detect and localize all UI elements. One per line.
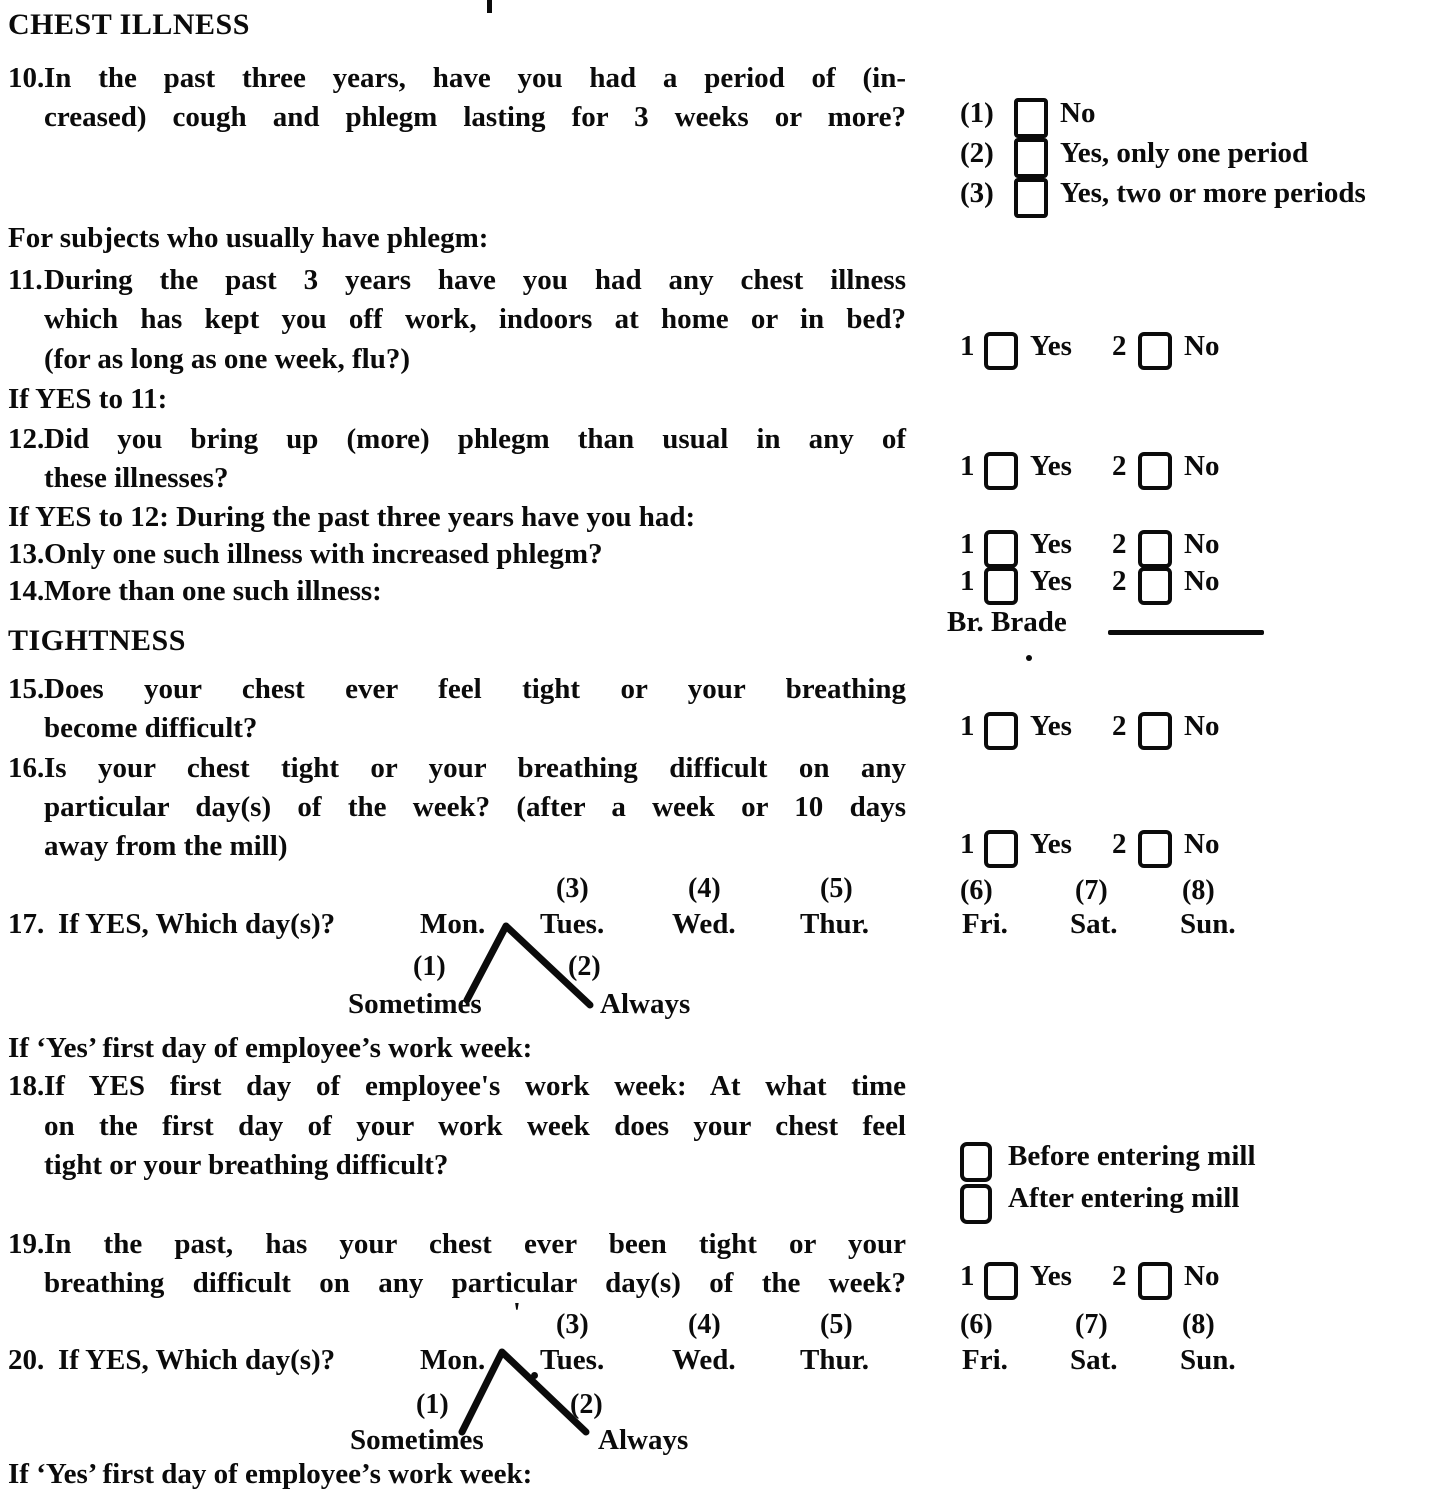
q10-option-1-code: (1) xyxy=(960,97,994,129)
q15-yes-label: Yes xyxy=(1030,710,1072,742)
q17-connector-lines xyxy=(440,900,610,1012)
q13-yes-checkbox[interactable] xyxy=(984,530,1018,568)
lead-if-yes-first-day-2: If ‘Yes’ first day of employee’s work week: xyxy=(8,1458,533,1490)
q15-no-code: 2 xyxy=(1112,710,1127,742)
q13-no-code: 2 xyxy=(1112,528,1127,560)
q17-code-sun: (8) xyxy=(1182,875,1215,906)
q19-text-line2: breathing difficult on any particular day(s) of the week? xyxy=(44,1267,906,1299)
q20-freq-code-sometimes: (1) xyxy=(416,1389,449,1420)
q15-yes-checkbox[interactable] xyxy=(984,712,1018,750)
q19-yes-code: 1 xyxy=(960,1260,975,1292)
q13-answer-row xyxy=(960,528,1252,568)
q14-yes-code: 1 xyxy=(960,565,975,597)
q19-text-line1: In the past, has your chest ever been tight or your xyxy=(44,1228,906,1260)
q16-no-code: 2 xyxy=(1112,828,1127,860)
q15-yes-code: 1 xyxy=(960,710,975,742)
section-heading-tightness: TIGHTNESS xyxy=(8,624,186,657)
q18-number: 18. xyxy=(8,1070,45,1102)
q20-day-fri[interactable]: Fri. xyxy=(962,1344,1008,1376)
q16-yes-label: Yes xyxy=(1030,828,1072,860)
q16-yes-checkbox[interactable] xyxy=(984,830,1018,868)
q11-text-line2: which has kept you off work, indoors at home or in bed? xyxy=(44,303,906,335)
q10-option-1-label: No xyxy=(1060,97,1096,129)
q17-code-sat: (7) xyxy=(1075,875,1108,906)
q16-text-line3: away from the mill) xyxy=(44,830,288,862)
q10-option-2-code: (2) xyxy=(960,137,994,169)
q18-text-line2: on the first day of your work week does your chest feel xyxy=(44,1110,906,1142)
q14-answer-row xyxy=(960,565,1252,605)
q13-text: Only one such illness with increased phlegm? xyxy=(44,538,603,570)
q20-day-sat[interactable]: Sat. xyxy=(1070,1344,1118,1376)
q18-before-mill-checkbox[interactable] xyxy=(960,1142,992,1182)
q15-text-line2: become difficult? xyxy=(44,712,258,744)
br-grade-blank-line[interactable] xyxy=(1108,630,1264,635)
q12-yes-code: 1 xyxy=(960,450,975,482)
q17-label: If YES, Which day(s)? xyxy=(58,908,336,940)
q18-after-mill-checkbox[interactable] xyxy=(960,1184,992,1224)
q18-text-line1: If YES first day of employee's work week: At what time xyxy=(44,1070,906,1102)
q20-freq-sometimes[interactable]: Sometimes xyxy=(350,1424,484,1456)
q15-text-line1: Does your chest ever feel tight or your breathing xyxy=(44,673,906,705)
q12-text-line2: these illnesses? xyxy=(44,462,229,494)
q20-day-wed[interactable]: Wed. xyxy=(672,1344,736,1376)
q16-number: 16. xyxy=(8,752,45,784)
q16-answer-row xyxy=(960,828,1252,868)
q10-option-1-checkbox[interactable] xyxy=(1014,98,1048,138)
q17-day-mon[interactable]: Mon. xyxy=(420,908,486,940)
q12-answer-row xyxy=(960,450,1252,490)
q11-yes-label: Yes xyxy=(1030,330,1072,362)
q12-no-checkbox[interactable] xyxy=(1138,452,1172,490)
q17-freq-sometimes[interactable]: Sometimes xyxy=(348,988,482,1020)
q14-no-code: 2 xyxy=(1112,565,1127,597)
q11-no-code: 2 xyxy=(1112,330,1127,362)
q16-yes-code: 1 xyxy=(960,828,975,860)
q16-no-checkbox[interactable] xyxy=(1138,830,1172,868)
lead-if-yes-11: If YES to 11: xyxy=(8,383,168,415)
q14-yes-label: Yes xyxy=(1030,565,1072,597)
q17-number: 17. xyxy=(8,908,45,940)
q14-yes-checkbox[interactable] xyxy=(984,567,1018,605)
q10-option-3-checkbox[interactable] xyxy=(1014,178,1048,218)
q11-no-checkbox[interactable] xyxy=(1138,332,1172,370)
q12-yes-checkbox[interactable] xyxy=(984,452,1018,490)
q20-freq-always[interactable]: Always xyxy=(598,1424,689,1456)
q20-code-sun: (8) xyxy=(1182,1309,1215,1340)
q12-no-code: 2 xyxy=(1112,450,1127,482)
q19-number: 19. xyxy=(8,1228,45,1260)
lead-if-yes-first-day-1: If ‘Yes’ first day of employee’s work week: xyxy=(8,1032,533,1064)
br-grade-label: Br. Brade xyxy=(947,606,1067,638)
q17-freq-code-always: (2) xyxy=(568,951,601,982)
q15-number: 15. xyxy=(8,673,45,705)
q10-option-3-code: (3) xyxy=(960,177,994,209)
q11-text-line3: (for as long as one week, flu?) xyxy=(44,343,410,375)
q19-yes-label: Yes xyxy=(1030,1260,1072,1292)
section-heading-chest-illness: CHEST ILLNESS xyxy=(8,8,250,41)
q10-text-line2: creased) cough and phlegm lasting for 3 weeks or more? xyxy=(44,101,906,133)
q20-freq-code-always: (2) xyxy=(570,1389,603,1420)
q17-day-wed[interactable]: Wed. xyxy=(672,908,736,940)
q17-day-thur[interactable]: Thur. xyxy=(800,908,870,940)
q19-no-label: No xyxy=(1184,1260,1220,1292)
q18-after-mill-label: After entering mill xyxy=(1008,1182,1240,1214)
scan-artifact-mark xyxy=(487,0,492,13)
q11-yes-code: 1 xyxy=(960,330,975,362)
q20-day-sun[interactable]: Sun. xyxy=(1180,1344,1236,1376)
q12-yes-label: Yes xyxy=(1030,450,1072,482)
q20-code-tues: (3) xyxy=(556,1309,589,1340)
q20-label: If YES, Which day(s)? xyxy=(58,1344,336,1376)
q16-no-label: No xyxy=(1184,828,1220,860)
q20-day-mon[interactable]: Mon. xyxy=(420,1344,486,1376)
q20-code-fri: (6) xyxy=(960,1309,993,1340)
q15-no-label: No xyxy=(1184,710,1220,742)
q20-number: 20. xyxy=(8,1344,45,1376)
q14-no-label: No xyxy=(1184,565,1220,597)
q20-code-thur: (5) xyxy=(820,1309,853,1340)
q12-text-line1: Did you bring up (more) phlegm than usual in any of xyxy=(44,423,906,455)
scan-artifact-dot xyxy=(1026,655,1032,661)
q20-code-sat: (7) xyxy=(1075,1309,1108,1340)
q20-connector-lines xyxy=(440,1340,600,1440)
q10-option-3-label: Yes, two or more periods xyxy=(1060,177,1366,209)
q17-day-fri[interactable]: Fri. xyxy=(962,908,1008,940)
q13-yes-code: 1 xyxy=(960,528,975,560)
q13-number: 13. xyxy=(8,538,45,570)
q18-before-mill-label: Before entering mill xyxy=(1008,1140,1256,1172)
q14-number: 14. xyxy=(8,575,45,607)
q20-day-thur[interactable]: Thur. xyxy=(800,1344,870,1376)
q12-number: 12. xyxy=(8,423,45,455)
q12-no-label: No xyxy=(1184,450,1220,482)
q16-text-line2: particular day(s) of the week? (after a week or 10 days xyxy=(44,791,906,823)
q17-freq-code-sometimes: (1) xyxy=(413,951,446,982)
lead-if-yes-12: If YES to 12: During the past three years have you had: xyxy=(8,501,696,533)
q13-no-label: No xyxy=(1184,528,1220,560)
q10-text-line1: In the past three years, have you had a period of (in- xyxy=(44,62,906,94)
q17-code-wed: (4) xyxy=(688,873,721,904)
q17-day-sat[interactable]: Sat. xyxy=(1070,908,1118,940)
q16-text-line1: Is your chest tight or your breathing difficult on any xyxy=(44,752,906,784)
q19-yes-checkbox[interactable] xyxy=(984,1262,1018,1300)
q11-number: 11. xyxy=(8,264,43,296)
q11-text-line1: During the past 3 years have you had any chest illness xyxy=(44,264,906,296)
q19-no-checkbox[interactable] xyxy=(1138,1262,1172,1300)
q10-option-2-checkbox[interactable] xyxy=(1014,138,1048,178)
q17-freq-always[interactable]: Always xyxy=(600,988,691,1020)
q14-text: More than one such illness: xyxy=(44,575,382,607)
q17-day-tues[interactable]: Tues. xyxy=(540,908,605,940)
q19-answer-row xyxy=(960,1260,1252,1300)
q11-answer-row xyxy=(960,330,1252,370)
q20-day-tues[interactable]: Tues. xyxy=(540,1344,605,1376)
q10-option-2-label: Yes, only one period xyxy=(1060,137,1309,169)
q17-code-tues: (3) xyxy=(556,873,589,904)
q13-no-checkbox[interactable] xyxy=(1138,530,1172,568)
lead-for-subjects: For subjects who usually have phlegm: xyxy=(8,222,489,254)
q14-no-checkbox[interactable] xyxy=(1138,567,1172,605)
q17-code-fri: (6) xyxy=(960,875,993,906)
q11-yes-checkbox[interactable] xyxy=(984,332,1018,370)
q15-answer-row xyxy=(960,710,1252,750)
q18-text-line3: tight or your breathing difficult? xyxy=(44,1149,449,1181)
q20-code-wed: (4) xyxy=(688,1309,721,1340)
q17-day-sun[interactable]: Sun. xyxy=(1180,908,1236,940)
scan-artifact-tick: ' xyxy=(513,1298,521,1329)
q15-no-checkbox[interactable] xyxy=(1138,712,1172,750)
q13-yes-label: Yes xyxy=(1030,528,1072,560)
q19-no-code: 2 xyxy=(1112,1260,1127,1292)
q17-code-thur: (5) xyxy=(820,873,853,904)
q10-number: 10. xyxy=(8,62,45,94)
q11-no-label: No xyxy=(1184,330,1220,362)
